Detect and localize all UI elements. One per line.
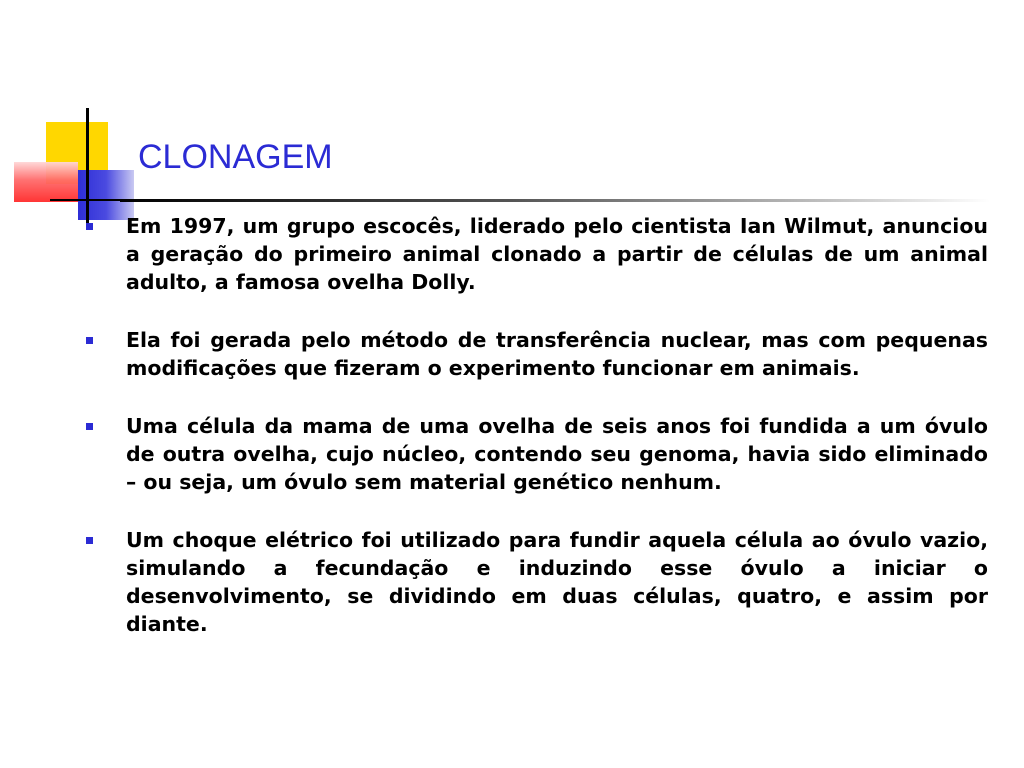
horizontal-line-shape bbox=[50, 199, 128, 201]
bullet-text: Uma célula da mama de uma ovelha de seis anos foi fundida a um óvulo de outra ovelha, cujo núcleo, contendo seu genoma, havia sido eliminado – ou seja, um óvulo sem material genético nenhum. bbox=[126, 414, 988, 494]
bullet-text: Ela foi gerada pelo método de transferência nuclear, mas com pequenas modificações que fizeram o experimento funcionar em animais. bbox=[126, 328, 988, 380]
square-bullet-icon bbox=[86, 223, 93, 230]
list-item bbox=[84, 326, 988, 382]
red-square-shape bbox=[14, 162, 78, 202]
list-item bbox=[84, 526, 988, 638]
title-underline bbox=[120, 199, 990, 202]
square-bullet-icon bbox=[86, 337, 93, 344]
bullet-list bbox=[84, 212, 988, 668]
square-bullet-icon bbox=[86, 537, 93, 544]
vertical-line-shape bbox=[86, 108, 89, 226]
bullet-text: Em 1997, um grupo escocês, liderado pelo cientista Ian Wilmut, anunciou a geração do primeiro animal clonado a partir de células de um animal adulto, a famosa ovelha Dolly. bbox=[126, 214, 988, 294]
list-item bbox=[84, 412, 988, 496]
bullet-text: Um choque elétrico foi utilizado para fundir aquela célula ao óvulo vazio, simulando a fecundação e induzindo esse óvulo a iniciar o desenvolvimento, se dividindo em duas células, quatro, e assim por diante. bbox=[126, 528, 988, 636]
decorative-logo bbox=[0, 0, 140, 230]
list-item bbox=[84, 212, 988, 296]
square-bullet-icon bbox=[86, 423, 93, 430]
slide-title: CLONAGEM bbox=[138, 138, 333, 176]
